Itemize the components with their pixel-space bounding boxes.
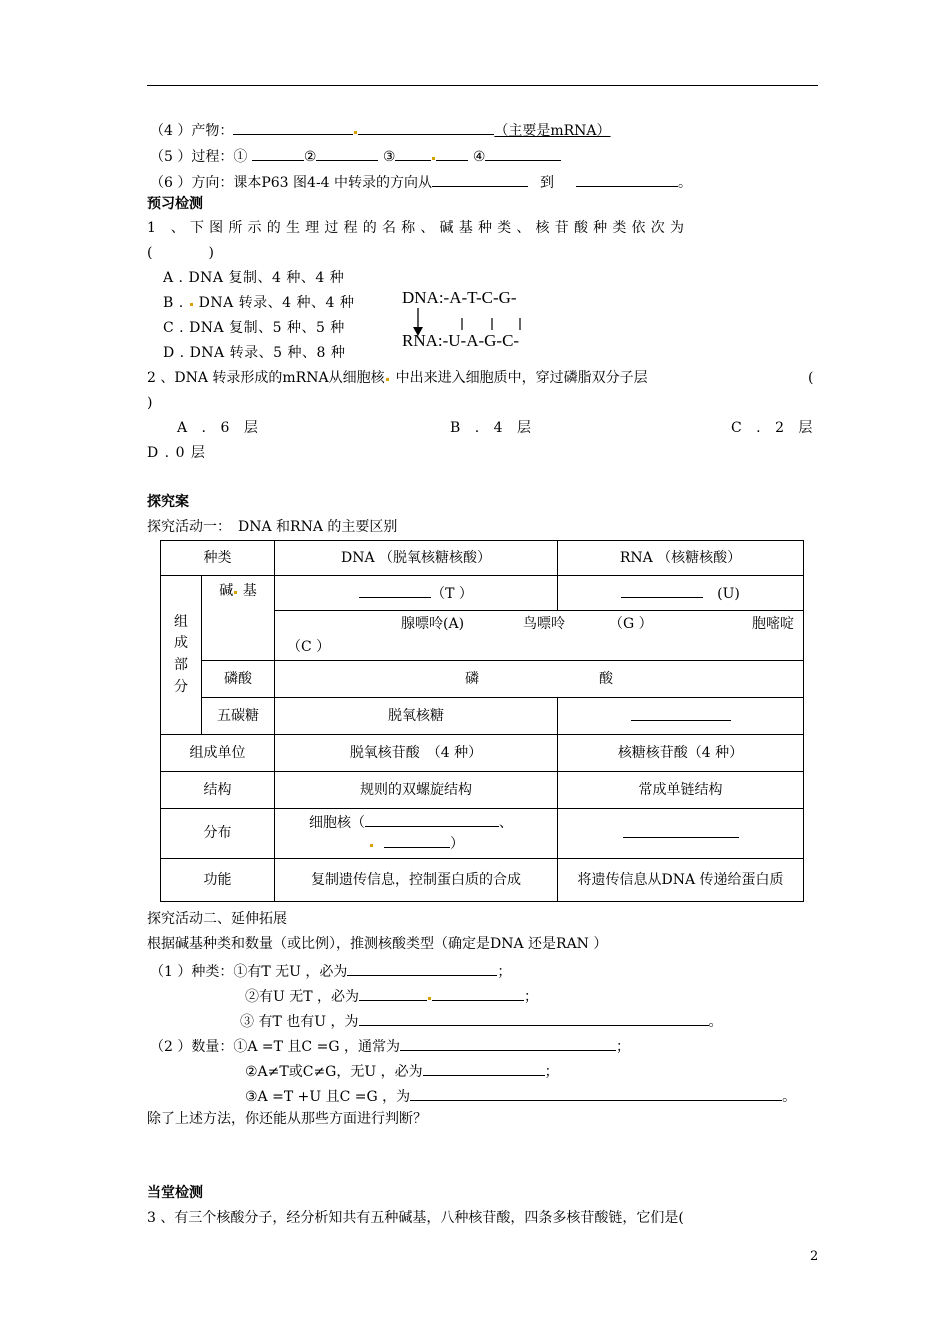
table-row [161, 735, 804, 772]
answer-blank[interactable] [252, 147, 304, 161]
other-methods-question: 除了上述方法，你还能从那些方面进行判断？ [147, 1111, 427, 1127]
answer-blank[interactable] [359, 1012, 709, 1026]
dna-sugar: 脱氧核糖 [275, 698, 558, 735]
q2-option-a[interactable]: A . 6 层 [177, 420, 263, 436]
table-row [161, 576, 804, 611]
question-3: 3 、有三个核酸分子，经分析知共有五种碱基，八种核苷酸，四条多核苷酸链，它们是( [147, 1210, 684, 1226]
mark-dot [190, 303, 193, 306]
answer-blank[interactable] [576, 173, 678, 187]
shared-bases: 腺嘌呤(A) 鸟嘌呤 （G ） 胞嘧啶 （C ） [275, 611, 804, 661]
dna-rna-comparison-table [160, 540, 804, 902]
activity-2-intro: 根据碱基种类和数量（或比例），推测核酸类型（确定是DNA 还是RAN ） [147, 936, 608, 952]
rna-structure: 常成单链结构 [558, 772, 804, 809]
composition-label: 组 成 部 分 [161, 576, 202, 735]
table-row [161, 859, 804, 902]
table-row [161, 661, 804, 698]
table-row [161, 809, 804, 859]
distribution-label: 分布 [161, 809, 275, 859]
header-rna: RNA （核糖核酸） [558, 541, 804, 576]
answer-blank[interactable] [631, 707, 731, 721]
q2-option-b[interactable]: B . 4 层 [450, 420, 536, 436]
answer-blank[interactable] [436, 147, 468, 161]
dna-structure: 规则的双螺旋结构 [275, 772, 558, 809]
header-kind: 种类 [161, 541, 275, 576]
q6-line: （6 ）方向：课本P63 图4-4 中转录的方向从 到 。 [150, 175, 693, 191]
answer-blank[interactable] [384, 834, 450, 848]
mark-dot [370, 844, 373, 847]
option-a[interactable]: A . DNA 复制、4 种、4 种 [163, 270, 345, 286]
question-1-paren: ( ) [147, 245, 214, 261]
phosphate-value: 磷 酸 [275, 661, 804, 698]
kind-rule-1: （1 ）种类：①有T 无U ，必为 ； [150, 964, 512, 980]
base-label: 碱 基 [202, 576, 275, 661]
function-label: 功能 [161, 859, 275, 902]
activity-2-title: 探究活动二、延伸拓展 [147, 911, 287, 927]
answer-blank[interactable] [621, 584, 703, 598]
q2-option-d[interactable]: D . 0 层 [147, 445, 206, 461]
answer-blank[interactable] [400, 1037, 616, 1051]
answer-blank[interactable] [359, 987, 427, 1001]
answer-blank[interactable] [623, 824, 739, 838]
activity-1-title: 探究活动一： DNA 和RNA 的主要区别 [147, 519, 398, 535]
dna-strand: DNA:-A-T-C-G- [402, 288, 517, 307]
kind-rule-3: ③ 有T 也有U ，为 。 [240, 1014, 723, 1030]
page-number: 2 [810, 1249, 819, 1264]
explore-heading: 探究案 [147, 494, 189, 510]
phosphate-label: 磷酸 [202, 661, 275, 698]
answer-blank[interactable] [347, 962, 497, 976]
mark-dot [354, 131, 357, 134]
mark-dot [428, 997, 431, 1000]
rna-function: 将遗传信息从DNA 传递给蛋白质 [558, 859, 804, 902]
question-2-open-paren: ( [808, 370, 814, 386]
option-c[interactable]: C . DNA 复制、5 种、5 种 [163, 320, 345, 336]
table-row [161, 698, 804, 735]
answer-blank[interactable] [423, 1062, 545, 1076]
count-rule-1: （2 ）数量：①A =T 且C =G ，通常为 ； [150, 1039, 630, 1055]
q5-line: （5 ）过程：① ② ③ ④ [150, 147, 561, 164]
sugar-label: 五碳糖 [202, 698, 275, 735]
dna-function: 复制遗传信息，控制蛋白质的合成 [275, 859, 558, 902]
header-dna: DNA （脱氧核糖核酸） [275, 541, 558, 576]
count-rule-3: ③A =T +U 且C =G ，为 。 [245, 1089, 797, 1105]
kind-rule-2: ②有U 无T ，必为 ； [245, 989, 539, 1005]
dna-base-cell: （T ） [275, 576, 558, 611]
question-2-close-paren: ) [147, 395, 153, 411]
mark-dot [432, 157, 435, 160]
answer-blank[interactable] [410, 1087, 782, 1101]
table-row [161, 772, 804, 809]
dna-unit: 脱氧核苷酸 （4 种） [275, 735, 558, 772]
rna-unit: 核糖核苷酸（4 种） [558, 735, 804, 772]
answer-blank[interactable] [432, 987, 524, 1001]
answer-blank[interactable] [316, 147, 378, 161]
count-rule-2: ②A≠T或C≠G，无U ，必为 ； [245, 1064, 559, 1080]
rna-sugar [558, 698, 804, 735]
mark-dot [234, 591, 237, 594]
dna-distribution: 细胞核（ 、 ） [275, 809, 558, 859]
answer-blank[interactable] [233, 121, 353, 135]
q4-line: （4 ）产物： （主要是mRNA） [150, 123, 611, 139]
preview-heading: 预习检测 [147, 196, 203, 212]
question-2: 2 、DNA 转录形成的mRNA从细胞核 中出来进入细胞质中，穿过磷脂双分子层 [147, 370, 648, 386]
structure-label: 结构 [161, 772, 275, 809]
q2-option-c[interactable]: C . 2 层 [731, 420, 818, 436]
rna-strand: RNA:-U-A-G-C- [402, 331, 520, 350]
answer-blank[interactable] [485, 147, 561, 161]
answer-blank[interactable] [359, 584, 431, 598]
class-check-heading: 当堂检测 [147, 1185, 203, 1201]
option-d[interactable]: D . DNA 转录、5 种、8 种 [163, 345, 346, 361]
rna-base-cell: (U) [558, 576, 804, 611]
answer-blank[interactable] [395, 147, 431, 161]
rna-distribution [558, 809, 804, 859]
answer-blank[interactable] [358, 121, 494, 135]
question-1: 1 、下图所示的生理过程的名称、碱基种类、核苷酸种类依次为 [147, 220, 690, 236]
header-rule [147, 85, 818, 86]
answer-blank[interactable] [365, 813, 499, 827]
answer-blank[interactable] [432, 173, 528, 187]
unit-label: 组成单位 [161, 735, 275, 772]
option-b[interactable]: B . DNA 转录、4 种、4 种 [163, 295, 355, 311]
mark-dot [386, 378, 389, 381]
table-row [161, 541, 804, 576]
